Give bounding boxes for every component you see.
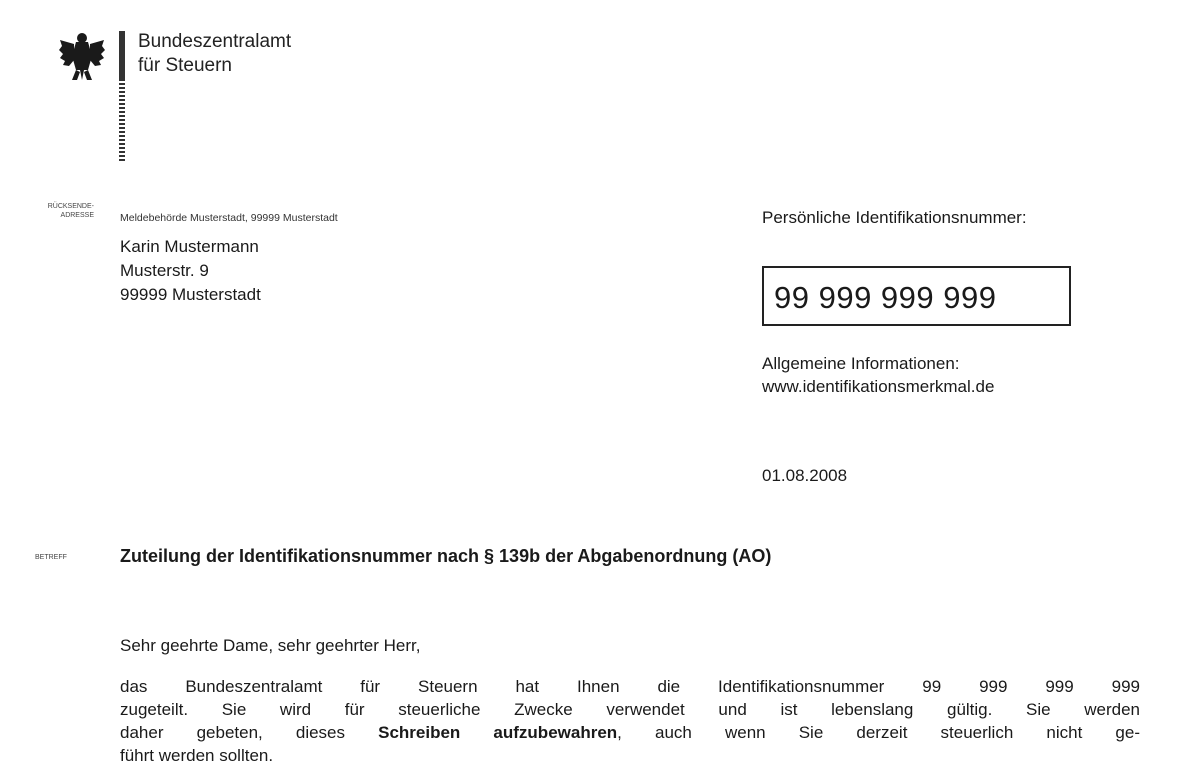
greeting: Sehr geehrte Dame, sehr geehrter Herr, [120, 636, 421, 655]
subject-line: Zuteilung der Identifikationsnummer nach § 139b der Abgabenordnung (AO) [120, 546, 772, 566]
return-label-line-1: RÜCKSENDE- [47, 203, 94, 210]
emphasis-text: Schreiben aufzubewahren [378, 723, 618, 742]
info-label: Allgemeine Informationen: [762, 354, 960, 373]
id-number-label: Persönliche Identifikationsnummer: [762, 208, 1027, 227]
recipient-city: 99999 Musterstadt [120, 285, 261, 304]
body-text: daher gebeten, dieses [120, 723, 346, 742]
body-text: , auch wenn Sie derzeit steuerlich nicht ge- [617, 723, 1140, 742]
id-number-box: 99 999 999 999 [762, 266, 1071, 326]
info-url[interactable]: www.identifikationsmerkmal.de [762, 377, 995, 396]
return-address-label [14, 202, 94, 220]
letter-date: 01.08.2008 [762, 466, 848, 485]
org-line-1: Bundeszentralamt [138, 31, 292, 52]
recipient-name: Karin Mustermann [120, 237, 259, 256]
return-label-line-2: ADRESSE [60, 212, 94, 219]
logo-bar [119, 31, 125, 161]
body-line: führt werden sollten. [120, 746, 274, 765]
body-line: zugeteilt. Sie wird für steuerliche Zwecke verwendet und ist lebenslang gültig. Sie werden [120, 700, 1140, 719]
subject-label: BETREFF [35, 554, 67, 561]
body-line: das Bundeszentralamt für Steuern hat Ihnen die Identifikationsnummer 99 999 999 999 [120, 677, 1140, 696]
letter-body [120, 675, 1140, 767]
org-line-2: für Steuern [138, 55, 232, 76]
return-address: Meldebehörde Musterstadt, 99999 Musterstadt [120, 212, 338, 224]
recipient-street: Musterstr. 9 [120, 261, 209, 280]
organization-name [138, 30, 291, 78]
general-info [762, 352, 994, 398]
body-line [120, 721, 1140, 744]
federal-eagle-icon [58, 30, 106, 82]
recipient-address [120, 235, 261, 307]
